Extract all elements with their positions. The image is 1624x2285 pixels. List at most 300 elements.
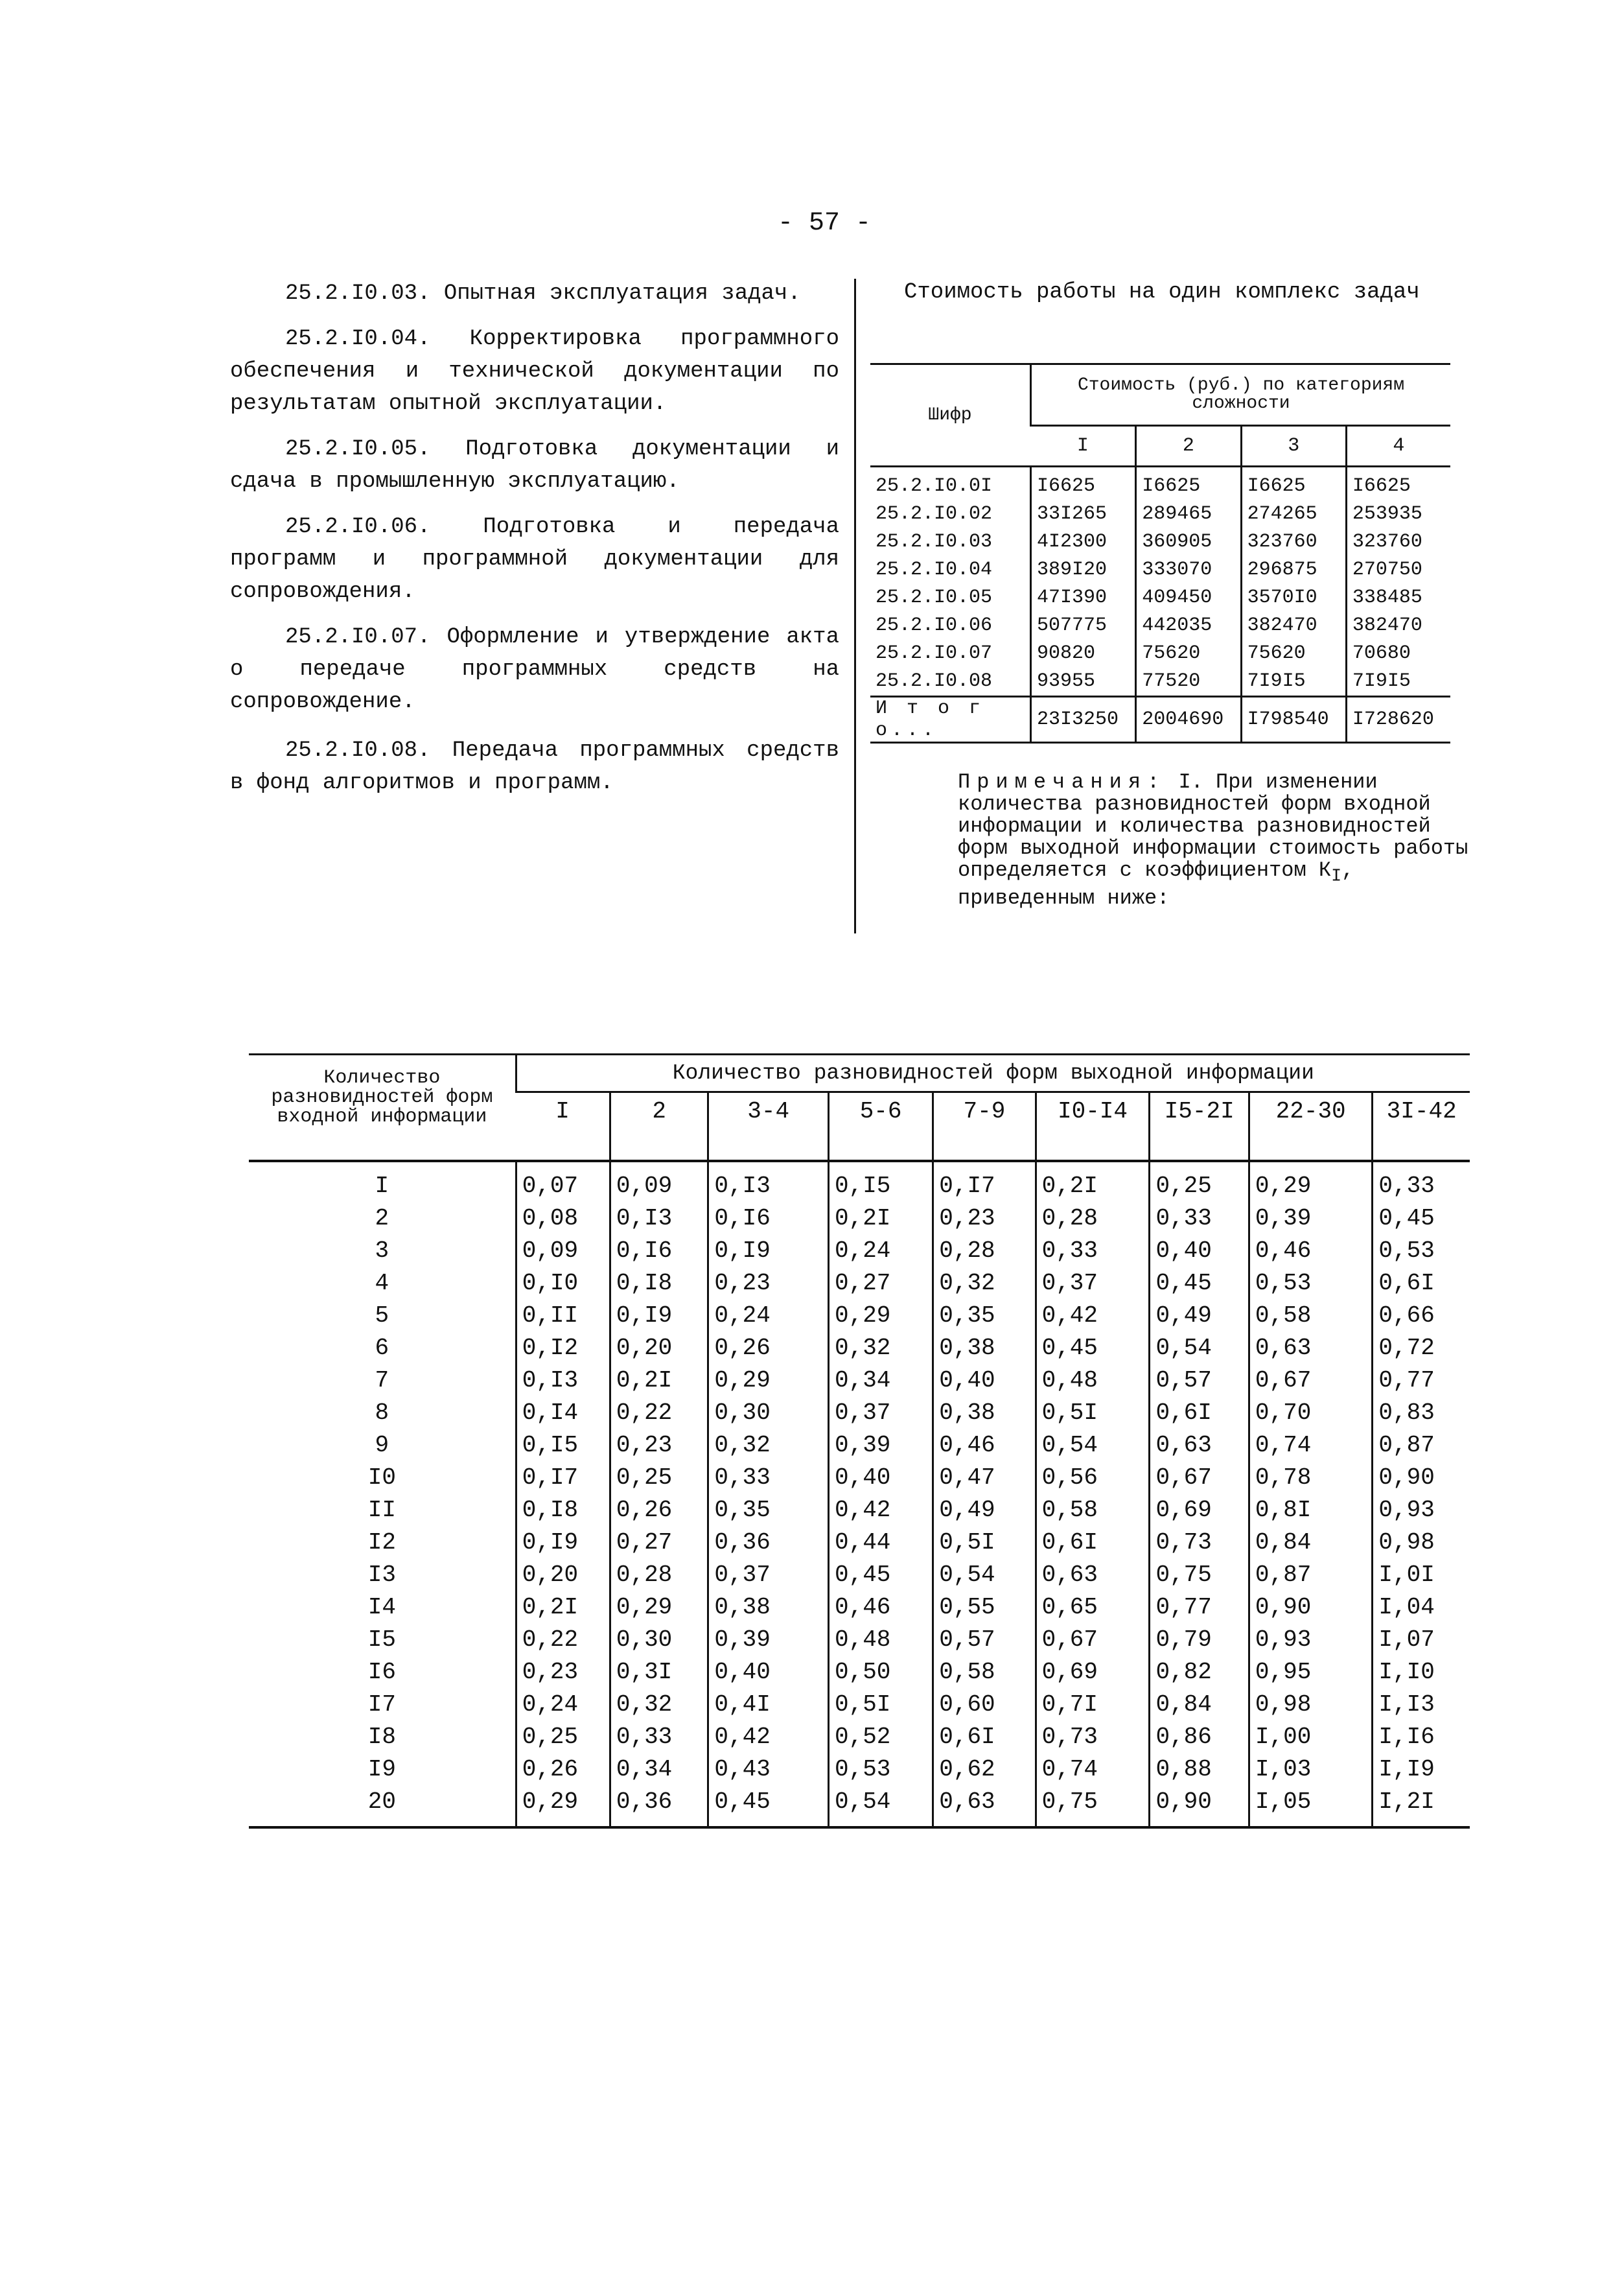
output-column-header: 3I-42 (1373, 1092, 1470, 1162)
coefficient-cell: 0,30 (610, 1624, 708, 1656)
input-count-cell: I7 (367, 1691, 396, 1718)
code-cell: 25.2.I0.0I (870, 467, 1031, 501)
paragraph: 25.2.I0.04. Корректировка программного обеспечения и технической документации по результатам опытной эксплуатации. (230, 327, 839, 416)
coefficient-cell: 0,I3 (610, 1202, 708, 1235)
table-row (249, 1591, 1470, 1624)
coefficient-cell: 0,20 (610, 1332, 708, 1365)
coefficient-cell: 0,6I (1373, 1267, 1470, 1300)
coefficient-cell: 0,49 (1150, 1300, 1249, 1332)
coefficient-cell: 0,25 (516, 1721, 610, 1753)
total-cell: I728620 (1346, 697, 1450, 743)
coefficient-cell: 0,54 (828, 1786, 933, 1827)
coefficient-cell: 0,46 (933, 1429, 1036, 1462)
coefficient-cell: 0,24 (708, 1300, 829, 1332)
total-label: И т о г о... (870, 697, 1031, 743)
coefficient-cell: 0,58 (1036, 1494, 1150, 1527)
coefficient-cell: 0,63 (1249, 1332, 1372, 1365)
coefficient-cell: 0,29 (1249, 1161, 1372, 1202)
table-row (249, 1656, 1470, 1689)
coefficient-cell: 0,93 (1249, 1624, 1372, 1656)
coefficient-cell: 0,40 (828, 1462, 933, 1494)
code-cell: 25.2.I0.05 (876, 587, 993, 609)
cost-cell: 323760 (1346, 528, 1450, 556)
coefficient-cell: 0,2I (516, 1591, 610, 1624)
cost-cell: 33I265 (1031, 500, 1136, 528)
coefficient-cell: 0,67 (1036, 1624, 1150, 1656)
cost-cell: 382470 (1241, 612, 1346, 640)
input-count-cell: 9 (375, 1432, 389, 1459)
coefficient-cell: 0,29 (708, 1365, 829, 1397)
coefficient-cell: 0,I9 (516, 1527, 610, 1559)
coefficient-cell: I,I9 (1373, 1753, 1470, 1786)
coefficient-cell: 0,55 (933, 1591, 1036, 1624)
coefficient-cell: 0,48 (828, 1624, 933, 1656)
cost-cell: 77520 (1136, 668, 1241, 697)
input-count-cell: 8 (375, 1400, 389, 1426)
cost-cell: 253935 (1346, 500, 1450, 528)
coefficient-cell: 0,39 (1249, 1202, 1372, 1235)
coefficient-cell: I,00 (1249, 1721, 1372, 1753)
coefficient-cell: 0,42 (1036, 1300, 1150, 1332)
coefficient-cell: 0,98 (1373, 1527, 1470, 1559)
coefficient-cell: 0,93 (1373, 1494, 1470, 1527)
code-header: Шифр (870, 364, 1031, 467)
coefficient-cell: 0,86 (1150, 1721, 1249, 1753)
input-count-cell: 2 (375, 1205, 389, 1232)
coefficient-cell: I,05 (1249, 1786, 1372, 1827)
coefficient-cell: 0,46 (828, 1591, 933, 1624)
cost-cell: 4I2300 (1031, 528, 1136, 556)
coefficient-cell: 0,27 (828, 1267, 933, 1300)
coefficient-cell: 0,38 (933, 1397, 1036, 1429)
coefficient-cell: 0,53 (828, 1753, 933, 1786)
coefficient-cell: 0,62 (933, 1753, 1036, 1786)
input-count-cell: I3 (367, 1562, 396, 1588)
coefficient-cell: 0,36 (610, 1786, 708, 1827)
output-column-header: 7-9 (933, 1092, 1036, 1162)
coefficient-cell: 0,56 (1036, 1462, 1150, 1494)
coefficient-cell: 0,46 (1249, 1235, 1372, 1267)
coefficient-cell: 0,63 (1036, 1559, 1150, 1591)
coefficient-cell: 0,53 (1249, 1267, 1372, 1300)
paragraph: 25.2.I0.03. Опытная эксплуатация задач. (285, 281, 801, 306)
category-header: 4 (1346, 426, 1450, 467)
cost-table (870, 363, 1450, 744)
coefficient-cell: 0,79 (1150, 1624, 1249, 1656)
input-count-cell: I6 (367, 1659, 396, 1685)
coefficient-cell: I,I3 (1373, 1689, 1470, 1721)
cost-cell: 338485 (1346, 584, 1450, 612)
coefficient-cell: 0,70 (1249, 1397, 1372, 1429)
coefficient-cell: 0,40 (708, 1656, 829, 1689)
coefficient-cell: 0,2I (1036, 1161, 1150, 1202)
coefficient-cell: 0,95 (1249, 1656, 1372, 1689)
coefficient-cell: 0,I5 (828, 1161, 933, 1202)
coefficient-cell: 0,33 (1036, 1235, 1150, 1267)
input-count-cell: I8 (367, 1724, 396, 1750)
table-row (249, 1365, 1470, 1397)
coefficient-cell: 0,I3 (708, 1161, 829, 1202)
coefficient-cell: 0,25 (1150, 1161, 1249, 1202)
coefficient-cell: 0,38 (933, 1332, 1036, 1365)
table-row (249, 1721, 1470, 1753)
coefficient-cell: 0,39 (708, 1624, 829, 1656)
coefficient-cell: 0,57 (933, 1624, 1036, 1656)
coefficient-cell: 0,40 (1150, 1235, 1249, 1267)
coefficient-cell: 0,53 (1373, 1235, 1470, 1267)
table-row (249, 1332, 1470, 1365)
coefficient-cell: 0,27 (610, 1527, 708, 1559)
coefficient-cell: 0,54 (1150, 1332, 1249, 1365)
cost-cell: 7I9I5 (1241, 668, 1346, 697)
cost-cell: 360905 (1136, 528, 1241, 556)
cost-cell: 507775 (1031, 612, 1136, 640)
table-row (870, 584, 1450, 612)
cost-table-title: Стоимость работы на один комплекс задач (904, 280, 1420, 305)
cost-cell: 289465 (1136, 500, 1241, 528)
coefficient-table (249, 1053, 1470, 1829)
coefficient-cell: 0,35 (708, 1494, 829, 1527)
table-row (249, 1527, 1470, 1559)
code-cell: 25.2.I0.03 (876, 531, 993, 553)
coefficient-cell: 0,39 (828, 1429, 933, 1462)
table-row (870, 556, 1450, 584)
column-divider (854, 279, 856, 933)
notes (958, 771, 1476, 909)
coefficient-cell: 0,90 (1249, 1591, 1372, 1624)
coefficient-cell: 0,33 (610, 1721, 708, 1753)
coefficient-cell: 0,63 (933, 1786, 1036, 1827)
coefficient-cell: 0,49 (933, 1494, 1036, 1527)
cost-cell: I6625 (1241, 467, 1346, 501)
coefficient-cell: 0,72 (1373, 1332, 1470, 1365)
coefficient-cell: 0,47 (933, 1462, 1036, 1494)
input-count-cell: 20 (249, 1786, 516, 1827)
table-row (249, 1689, 1470, 1721)
coefficient-cell: 0,58 (1249, 1300, 1372, 1332)
coefficient-cell: 0,82 (1150, 1656, 1249, 1689)
cost-cell: I6625 (1346, 467, 1450, 501)
coefficient-cell: 0,29 (610, 1591, 708, 1624)
coefficient-cell: I,0I (1373, 1559, 1470, 1591)
table-row (249, 1202, 1470, 1235)
code-cell: 25.2.I0.02 (876, 503, 993, 525)
coefficient-cell: 0,45 (1036, 1332, 1150, 1365)
coefficient-cell: 0,44 (828, 1527, 933, 1559)
cost-cell: 389I20 (1031, 556, 1136, 584)
paragraph: 25.2.I0.06. Подготовка и передача программ и программной документации для сопровождения. (230, 515, 839, 604)
coefficient-cell: 0,23 (516, 1656, 610, 1689)
table-row (249, 1300, 1470, 1332)
coefficient-cell: 0,48 (1036, 1365, 1150, 1397)
coefficient-cell: 0,45 (1150, 1267, 1249, 1300)
coefficient-cell: 0,33 (1373, 1161, 1470, 1202)
coefficient-cell: 0,69 (1036, 1656, 1150, 1689)
table-row (870, 467, 1450, 501)
coefficient-cell: 0,67 (1150, 1462, 1249, 1494)
coefficient-cell: 0,32 (708, 1429, 829, 1462)
coefficient-cell: 0,77 (1150, 1591, 1249, 1624)
coefficient-cell: 0,08 (516, 1202, 610, 1235)
notes-lead: Примечания: (958, 770, 1166, 794)
coefficient-cell: 0,42 (828, 1494, 933, 1527)
coefficient-cell: 0,24 (516, 1689, 610, 1721)
coefficient-cell: I,04 (1373, 1591, 1470, 1624)
coefficient-cell: 0,69 (1150, 1494, 1249, 1527)
coefficient-cell: 0,22 (610, 1397, 708, 1429)
cost-cell: 47I390 (1031, 584, 1136, 612)
coefficient-cell: 0,I7 (933, 1161, 1036, 1202)
input-count-cell: I5 (367, 1626, 396, 1653)
coefficient-cell: 0,84 (1249, 1527, 1372, 1559)
coefficient-cell: 0,2I (828, 1202, 933, 1235)
cost-cell: 93955 (1031, 668, 1136, 697)
table-row (870, 528, 1450, 556)
input-count-cell: I (249, 1161, 516, 1202)
coefficient-cell: 0,I7 (516, 1462, 610, 1494)
coefficient-cell: 0,I6 (610, 1235, 708, 1267)
table-row (870, 612, 1450, 640)
coefficient-cell: 0,34 (610, 1753, 708, 1786)
coefficient-cell: I,I0 (1373, 1656, 1470, 1689)
coefficient-cell: 0,87 (1249, 1559, 1372, 1591)
cost-cell: 323760 (1241, 528, 1346, 556)
page-number: - 57 - (778, 209, 872, 238)
total-cell: 23I3250 (1031, 697, 1136, 743)
table-row (249, 1494, 1470, 1527)
coefficient-cell: 0,29 (516, 1786, 610, 1827)
cost-cell: 270750 (1346, 556, 1450, 584)
coefficient-cell: 0,32 (933, 1267, 1036, 1300)
coefficient-cell: 0,I9 (708, 1235, 829, 1267)
category-header: I (1031, 426, 1136, 467)
coefficient-cell: 0,88 (1150, 1753, 1249, 1786)
notes-text: I. При изменении количества разновидностей форм входной информации и количества разновидностей форм выходной информации стоимость работы определяется с коэффициентом К (958, 770, 1468, 882)
cost-cell: 442035 (1136, 612, 1241, 640)
cost-cell: I6625 (1136, 467, 1241, 501)
coefficient-cell: 0,90 (1373, 1462, 1470, 1494)
coefficient-cell: 0,37 (1036, 1267, 1150, 1300)
total-cell: I798540 (1241, 697, 1346, 743)
coefficient-cell: 0,23 (610, 1429, 708, 1462)
coefficient-cell: 0,26 (708, 1332, 829, 1365)
table-row (249, 1161, 1470, 1202)
coefficient-cell: 0,52 (828, 1721, 933, 1753)
notes-subscript: I (1331, 867, 1342, 887)
cost-cell: I6625 (1031, 467, 1136, 501)
cost-cell: 333070 (1136, 556, 1241, 584)
coefficient-cell: I,03 (1249, 1753, 1372, 1786)
cost-cell: 90820 (1031, 640, 1136, 668)
input-count-cell: 6 (375, 1335, 389, 1361)
paragraph: 25.2.I0.07. Оформление и утверждение акта о передаче программных средств на сопровождение. (230, 625, 839, 714)
paragraph: 25.2.I0.08. Передача программных средств в фонд алгоритмов и программ. (230, 738, 839, 795)
coefficient-cell: 0,5I (1036, 1397, 1150, 1429)
coefficient-cell: 0,45 (708, 1786, 829, 1827)
coefficient-cell: 0,54 (1036, 1429, 1150, 1462)
coefficient-cell: 0,73 (1150, 1527, 1249, 1559)
coefficient-cell: 0,65 (1036, 1591, 1150, 1624)
coefficient-cell: 0,87 (1373, 1429, 1470, 1462)
coefficient-cell: 0,6I (1150, 1397, 1249, 1429)
code-cell: 25.2.I0.06 (876, 615, 993, 637)
coefficient-cell: 0,7I (1036, 1689, 1150, 1721)
coefficient-cell: 0,78 (1249, 1462, 1372, 1494)
coefficient-cell: 0,20 (516, 1559, 610, 1591)
coefficient-cell: 0,I2 (516, 1332, 610, 1365)
cost-cell: 75620 (1136, 640, 1241, 668)
coefficient-cell: 0,84 (1150, 1689, 1249, 1721)
coefficient-cell: I,07 (1373, 1624, 1470, 1656)
table-row (249, 1429, 1470, 1462)
coefficient-cell: 0,8I (1249, 1494, 1372, 1527)
coefficient-cell: 0,32 (828, 1332, 933, 1365)
coefficient-cell: I,I6 (1373, 1721, 1470, 1753)
output-column-header: I0-I4 (1036, 1092, 1150, 1162)
coefficient-cell: 0,28 (610, 1559, 708, 1591)
coefficient-cell: 0,09 (516, 1235, 610, 1267)
input-count-cell: 7 (375, 1367, 389, 1394)
output-column-header: 22-30 (1249, 1092, 1372, 1162)
coefficient-cell: 0,2I (610, 1365, 708, 1397)
coefficient-cell: 0,25 (610, 1462, 708, 1494)
work-stages-text (230, 277, 839, 812)
coefficient-cell: 0,50 (828, 1656, 933, 1689)
coefficient-cell: 0,37 (708, 1559, 829, 1591)
coefficient-cell: 0,40 (933, 1365, 1036, 1397)
cost-cell: 70680 (1346, 640, 1450, 668)
coefficient-cell: 0,66 (1373, 1300, 1470, 1332)
coefficient-cell: 0,58 (933, 1656, 1036, 1689)
coefficient-cell: 0,38 (708, 1591, 829, 1624)
output-column-header: 2 (610, 1092, 708, 1162)
input-count-cell: 3 (375, 1237, 389, 1264)
output-column-header: I (516, 1092, 610, 1162)
coefficient-cell: 0,30 (708, 1397, 829, 1429)
category-header: 3 (1241, 426, 1346, 467)
cost-cell: 409450 (1136, 584, 1241, 612)
coefficient-cell: 0,24 (828, 1235, 933, 1267)
coefficient-cell: 0,07 (516, 1161, 610, 1202)
coefficient-cell: 0,29 (828, 1300, 933, 1332)
notes-tail: , приведенным ниже: (958, 858, 1354, 911)
coefficient-cell: 0,42 (708, 1721, 829, 1753)
coefficient-cell: 0,75 (1036, 1786, 1150, 1827)
code-cell: 25.2.I0.07 (876, 642, 993, 664)
code-cell: 25.2.I0.08 (876, 670, 993, 692)
total-cell: 2004690 (1136, 697, 1241, 743)
coefficient-cell: 0,67 (1249, 1365, 1372, 1397)
coefficient-cell: 0,77 (1373, 1365, 1470, 1397)
coefficient-cell: 0,43 (708, 1753, 829, 1786)
coefficient-cell: 0,26 (610, 1494, 708, 1527)
coefficient-cell: 0,60 (933, 1689, 1036, 1721)
coefficient-cell: 0,75 (1150, 1559, 1249, 1591)
coefficient-cell: I,2I (1373, 1786, 1470, 1827)
coefficient-cell: 0,I0 (516, 1267, 610, 1300)
coefficient-cell: 0,35 (933, 1300, 1036, 1332)
coefficient-cell: 0,I3 (516, 1365, 610, 1397)
output-forms-header: Количество разновидностей форм выходной информации (516, 1055, 1470, 1092)
coefficient-cell: 0,5I (933, 1527, 1036, 1559)
table-row (249, 1462, 1470, 1494)
table-row (870, 500, 1450, 528)
coefficient-cell: 0,98 (1249, 1689, 1372, 1721)
coefficient-cell: 0,I5 (516, 1429, 610, 1462)
output-column-header: I5-2I (1150, 1092, 1249, 1162)
coefficient-cell: 0,II (516, 1300, 610, 1332)
coefficient-cell: 0,6I (1036, 1527, 1150, 1559)
input-count-cell: II (367, 1497, 396, 1523)
input-count-cell: 4 (375, 1270, 389, 1296)
input-count-cell: I2 (367, 1529, 396, 1556)
cost-cell: 296875 (1241, 556, 1346, 584)
table-row (249, 1753, 1470, 1786)
coefficient-cell: 0,I9 (610, 1300, 708, 1332)
coefficient-cell: 0,I8 (610, 1267, 708, 1300)
cost-group-header: Стоимость (руб.) по категориям сложности (1031, 364, 1451, 426)
coefficient-cell: 0,23 (708, 1267, 829, 1300)
paragraph: 25.2.I0.05. Подготовка документации и сдача в промышленную эксплуатацию. (230, 437, 839, 494)
coefficient-cell: 0,3I (610, 1656, 708, 1689)
coefficient-cell: 0,33 (708, 1462, 829, 1494)
coefficient-cell: 0,09 (610, 1161, 708, 1202)
table-row (870, 668, 1450, 697)
input-count-cell: I0 (367, 1464, 396, 1491)
code-cell: 25.2.I0.04 (876, 559, 993, 581)
cost-cell: 7I9I5 (1346, 668, 1450, 697)
cost-cell: 274265 (1241, 500, 1346, 528)
output-column-header: 3-4 (708, 1092, 829, 1162)
coefficient-cell: 0,28 (1036, 1202, 1150, 1235)
table-row (249, 1624, 1470, 1656)
table-row (249, 1235, 1470, 1267)
coefficient-cell: 0,63 (1150, 1429, 1249, 1462)
coefficient-cell: 0,57 (1150, 1365, 1249, 1397)
coefficient-cell: 0,36 (708, 1527, 829, 1559)
coefficient-cell: 0,I8 (516, 1494, 610, 1527)
coefficient-cell: 0,22 (516, 1624, 610, 1656)
coefficient-cell: 0,26 (516, 1753, 610, 1786)
coefficient-cell: 0,23 (933, 1202, 1036, 1235)
input-forms-header: Количество разновидностей форм входной информации (249, 1055, 516, 1162)
table-row (249, 1786, 1470, 1827)
coefficient-cell: 0,74 (1036, 1753, 1150, 1786)
coefficient-cell: 0,4I (708, 1689, 829, 1721)
coefficient-cell: 0,74 (1249, 1429, 1372, 1462)
coefficient-cell: 0,6I (933, 1721, 1036, 1753)
coefficient-cell: 0,37 (828, 1397, 933, 1429)
table-row (249, 1267, 1470, 1300)
coefficient-cell: 0,83 (1373, 1397, 1470, 1429)
coefficient-cell: 0,33 (1150, 1202, 1249, 1235)
category-header: 2 (1136, 426, 1241, 467)
cost-cell: 3570I0 (1241, 584, 1346, 612)
coefficient-cell: 0,45 (828, 1559, 933, 1591)
output-column-header: 5-6 (828, 1092, 933, 1162)
table-row (249, 1559, 1470, 1591)
coefficient-cell: 0,45 (1373, 1202, 1470, 1235)
coefficient-cell: 0,I6 (708, 1202, 829, 1235)
coefficient-cell: 0,5I (828, 1689, 933, 1721)
input-count-cell: I4 (367, 1594, 396, 1621)
coefficient-cell: 0,90 (1150, 1786, 1249, 1827)
table-row (870, 640, 1450, 668)
coefficient-cell: 0,34 (828, 1365, 933, 1397)
input-count-cell: 5 (375, 1302, 389, 1329)
coefficient-cell: 0,32 (610, 1689, 708, 1721)
coefficient-cell: 0,73 (1036, 1721, 1150, 1753)
